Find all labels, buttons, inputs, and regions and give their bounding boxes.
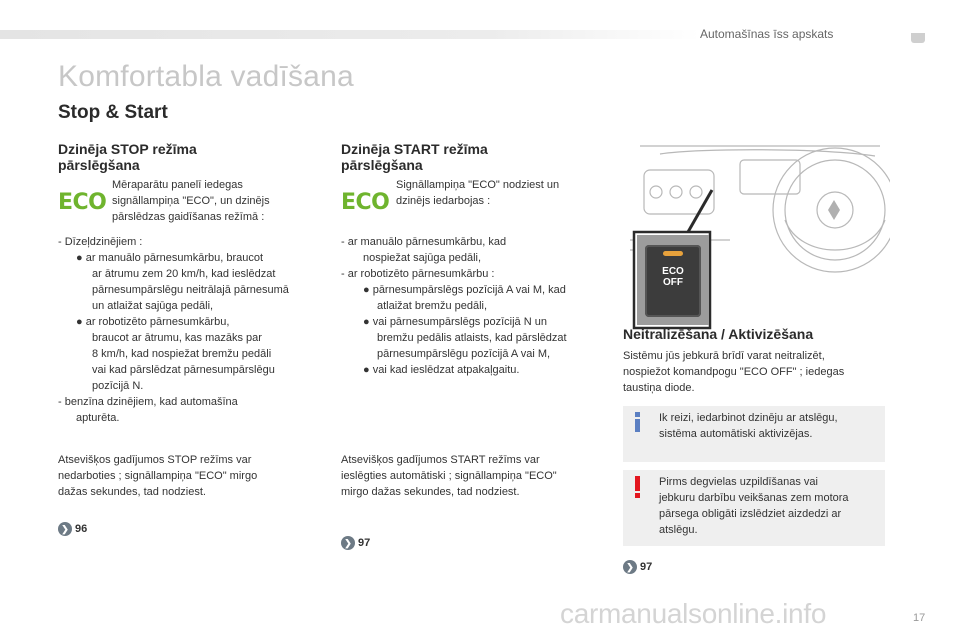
list-item: ar ātrumu zem 20 km/h, kad ieslēdzat	[92, 268, 276, 280]
neutralize-intro: Sistēmu jūs jebkurā brīdī varat neitralizēt, nospiežot komandpogu "ECO OFF" ; iedegas taustiņa diode.	[623, 350, 845, 394]
eco-off-label: ECO OFF	[662, 266, 684, 288]
list-item: nospiežat sajūga pedāli,	[363, 252, 482, 264]
list-item: ● ar manuālo pārnesumkārbu, braucot	[76, 252, 264, 264]
page-title: Komfortabla vadīšana	[58, 60, 354, 93]
warning-icon	[633, 476, 642, 498]
arrow-right-icon: ❯	[58, 522, 72, 536]
list-item: atlaižat bremžu pedāli,	[377, 300, 488, 312]
header-tab	[911, 33, 925, 43]
arrow-right-icon: ❯	[341, 536, 355, 550]
eco-indicator-icon: ECO	[341, 190, 390, 215]
list-item: pārnesumpārslēgu pozīcijā A vai M,	[377, 348, 551, 360]
list-item: - benzīna dzinējiem, kad automašīna	[58, 396, 238, 408]
list-item: ● pārnesumpārslēgs pozīcijā A vai M, kad	[363, 284, 566, 296]
neutralize-heading: Neitralizēšana / Aktivizēšana	[623, 326, 814, 342]
eco-off-button[interactable]	[645, 245, 701, 317]
start-heading: Dzinēja START režīma pārslēgšana	[341, 141, 488, 173]
stop-heading: Dzinēja STOP režīma pārslēgšana	[58, 141, 197, 173]
start-conditions-list	[341, 234, 611, 378]
info-icon	[633, 412, 642, 432]
list-item: 8 km/h, kad nospiežat bremžu pedāli	[92, 348, 272, 360]
list-item: apturēta.	[76, 412, 120, 424]
info-text: Ik reizi, iedarbinot dzinēju ar atslēgu, sistēma automātiski aktivizējas.	[659, 412, 838, 440]
list-item: - ar robotizēto pārnesumkārbu :	[341, 268, 495, 280]
list-item: - ar manuālo pārnesumkārbu, kad	[341, 236, 507, 248]
list-item: vai kad pārslēdzat pārnesumpārslēgu	[92, 364, 275, 376]
stop-conditions-list	[58, 234, 328, 426]
page-number: 17	[913, 612, 926, 624]
eco-indicator-icon: ECO	[58, 190, 107, 215]
list-item: ● vai kad ieslēdzat atpakaļgaitu.	[363, 364, 520, 376]
section-title: Stop & Start	[58, 102, 168, 123]
stop-note: Atsevišķos gadījumos STOP režīms var nedarboties ; signāllampiņa "ECO" mirgo dažas sekundes, tad nodziest.	[58, 454, 258, 498]
warning-text: Pirms degvielas uzpildīšanas vai jebkuru darbību veikšanas zem motora pārsega obligāti izslēdziet aizdedzi ar atslēgu.	[659, 476, 849, 536]
stop-intro: Mēraparātu panelī iedegas signāllampiņa "ECO", un dzinējs pārslēdzas gaidīšanas režīmā :	[112, 179, 270, 223]
chapter-title: Automašīnas īss apskats	[700, 27, 834, 41]
start-intro: Signāllampiņa "ECO" nodziest un dzinējs iedarbojas :	[396, 179, 560, 207]
page-reference-link[interactable]: ❯ 97	[341, 536, 370, 550]
start-note: Atsevišķos gadījumos START režīms var ieslēgties automātiski ; signāllampiņa "ECO" mirgo dažas sekundes, tad nodziest.	[341, 454, 557, 498]
list-item: pārnesumpārslēgu neitrālajā pārnesumā	[92, 284, 289, 296]
watermark: carmanualsonline.info	[560, 598, 827, 629]
page-reference-link[interactable]: ❯ 96	[58, 522, 87, 536]
page-reference-link[interactable]: ❯ 97	[623, 560, 652, 574]
list-item: - Dīzeļdzinējiem :	[58, 236, 143, 248]
arrow-right-icon: ❯	[623, 560, 637, 574]
list-item: pozīcijā N.	[92, 380, 144, 392]
list-item: ● vai pārnesumpārslēgs pozīcijā N un	[363, 316, 547, 328]
list-item: un atlaižat sajūga pedāli,	[92, 300, 214, 312]
logo-icon	[828, 200, 840, 220]
list-item: braucot ar ātrumu, kas mazāks par	[92, 332, 262, 344]
header-bar	[0, 30, 700, 39]
list-item: bremžu pedālis atlaists, kad pārslēdzat	[377, 332, 567, 344]
info-box	[623, 406, 885, 462]
button-led	[663, 251, 683, 256]
list-item: ● ar robotizēto pārnesumkārbu,	[76, 316, 230, 328]
warning-box	[623, 470, 885, 546]
